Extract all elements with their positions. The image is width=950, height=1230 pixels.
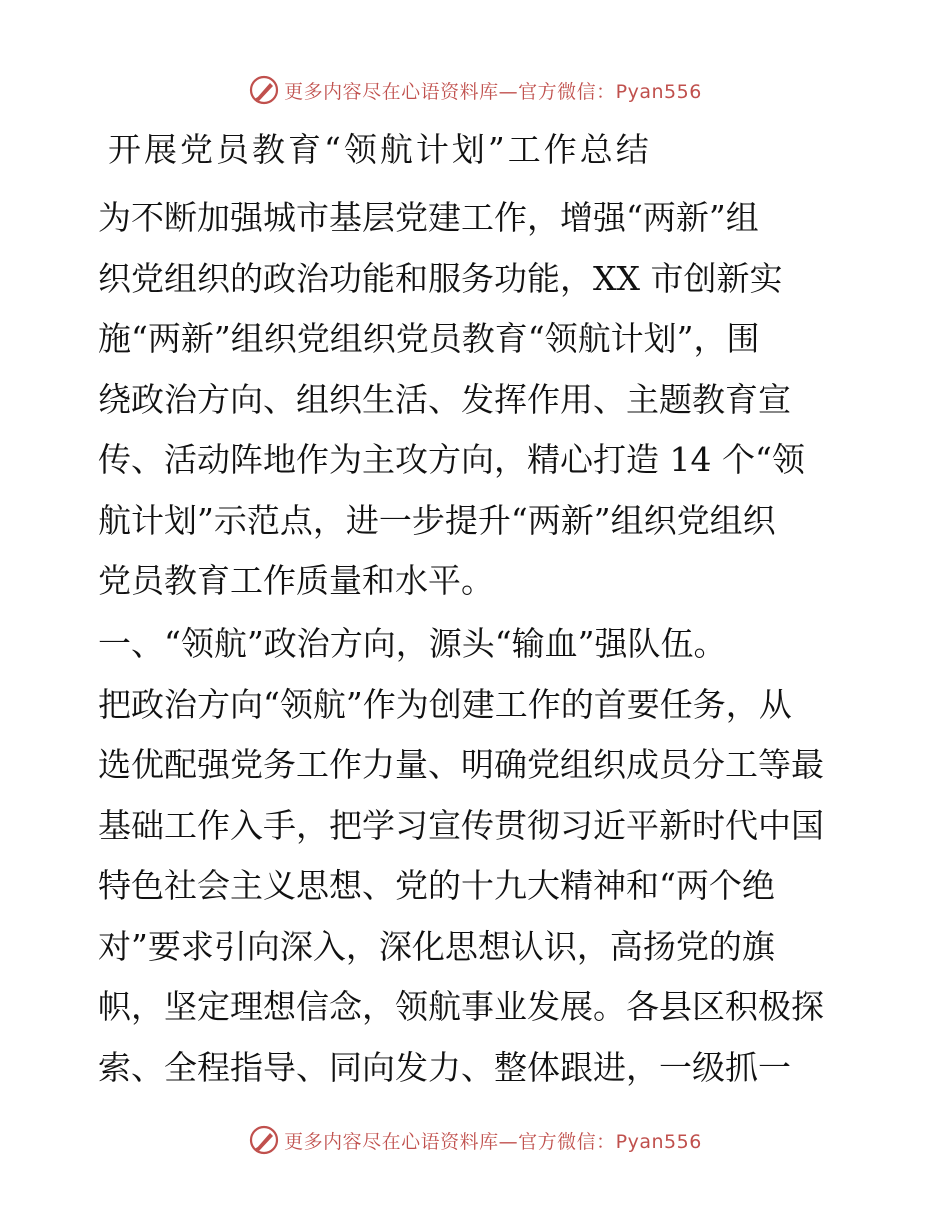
text-line: 选优配强党务工作力量、明确党组织成员分工等最 [98,745,824,784]
text-line: 特色社会主义思想、党的十九大精神和“两个绝 [98,866,775,905]
text-line: 绕政治方向、组织生活、发挥作用、主题教育宣 [98,379,791,419]
header-banner [0,70,950,110]
quill-pen-icon [248,74,280,106]
text-line: 传、活动阵地作为主攻方向，精心打造 14 个“领 [98,440,805,479]
quill-pen-icon [248,1124,280,1156]
document-title: 开展党员教育“领航计划”工作总结 [108,130,652,169]
section-heading-line: 一、“领航”政治方向，源头“输血”强队伍。 [98,624,727,663]
text-line: 航计划”示范点，进一步提升“两新”组织党组织 [98,500,776,540]
text-line: 织党组织的政治功能和服务功能，XX 市创新实 [98,258,783,298]
text-line: 施“两新”组织党组织党员教育“领航计划”，围 [98,319,760,358]
text-line: 把政治方向“领航”作为创建工作的首要任务，从 [98,684,792,724]
text-line: 索、全程指导、同向发力、整体跟进，一级抓一 [98,1047,791,1087]
text-line: 基础工作入手，把学习宣传贯彻习近平新时代中国 [98,805,824,845]
text-line: 对”要求引向深入，深化思想认识，高扬党的旗 [98,926,775,966]
paragraph-section-one [98,614,858,1098]
banner-text: 更多内容尽在心语资料库—官方微信：Pyan556 [284,80,702,103]
text-line: 为不断加强城市基层党建工作，增强“两新”组 [98,198,759,237]
banner-text: 更多内容尽在心语资料库—官方微信：Pyan556 [284,1130,702,1153]
footer-banner [0,1120,950,1160]
paragraph-intro [98,188,858,612]
text-line: 帜，坚定理想信念，领航事业发展。各县区积极探 [98,987,824,1026]
text-line: 党员教育工作质量和水平。 [98,561,494,600]
